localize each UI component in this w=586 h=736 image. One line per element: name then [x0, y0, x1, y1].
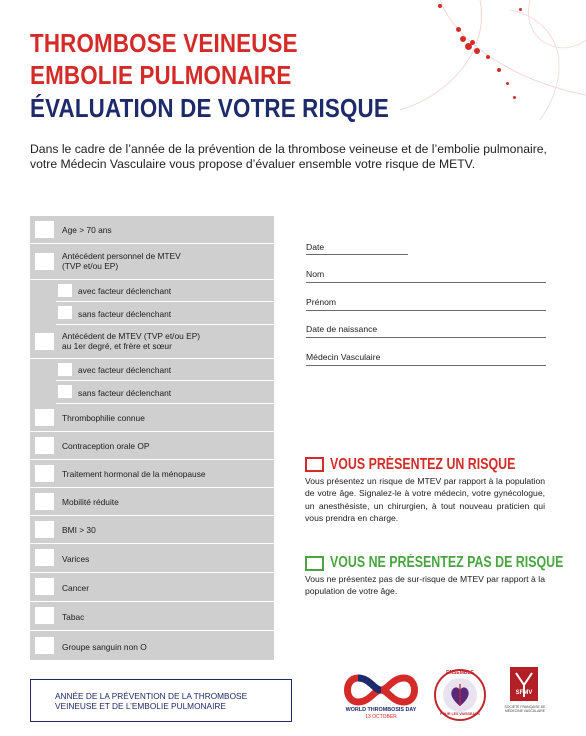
- checkbox[interactable]: [35, 521, 54, 538]
- checkbox[interactable]: [35, 253, 54, 270]
- checklist-label: Mobilité réduite: [62, 497, 119, 507]
- checklist-label: Groupe sanguin non O: [62, 642, 147, 652]
- checklist-label: avec facteur déclenchant: [78, 286, 172, 296]
- checklist-label: Thrombophilie connue: [62, 413, 145, 423]
- checkbox[interactable]: [35, 221, 54, 238]
- checklist-item[interactable]: [30, 460, 274, 488]
- no-risk-checkbox[interactable]: [305, 556, 324, 571]
- checklist-label: sans facteur déclenchant: [78, 388, 172, 398]
- decorative-dot: [470, 40, 475, 45]
- checklist-subitem[interactable]: [56, 381, 274, 404]
- checklist-label: Age > 70 ans: [62, 225, 112, 235]
- ensemble-bottom-text: POUR LES VAISSEAUX: [440, 712, 480, 716]
- checklist-label: Traitement hormonal de la ménopause: [62, 469, 206, 479]
- checklist-item[interactable]: [30, 404, 274, 432]
- checkbox[interactable]: [35, 637, 54, 654]
- checkbox[interactable]: [35, 437, 54, 454]
- checkbox[interactable]: [58, 385, 72, 398]
- checklist-label: Antécédent personnel de MTEV: [62, 251, 181, 261]
- checkbox[interactable]: [35, 578, 54, 595]
- decorative-dot: [438, 4, 442, 8]
- ensemble-vaisseaux-logo: [433, 668, 487, 722]
- title-line-3: ÉVALUATION DE VOTRE RISQUE: [30, 93, 389, 123]
- field-label-medecin: Médecin Vasculaire: [306, 352, 381, 362]
- field-label-date: Date: [306, 242, 325, 252]
- checklist-label: Antécédent de MTEV (TVP et/ou EP): [62, 331, 201, 341]
- checkbox[interactable]: [58, 363, 72, 376]
- wtd-symbol-icon: [340, 672, 422, 708]
- checklist-item[interactable]: [30, 573, 274, 602]
- checklist-subitem[interactable]: [56, 359, 274, 381]
- checklist-label: Cancer: [62, 583, 89, 593]
- decorative-dot: [456, 27, 461, 32]
- checklist-item[interactable]: [30, 488, 274, 516]
- prenom-field-line[interactable]: [306, 310, 546, 311]
- checkbox[interactable]: [35, 333, 54, 350]
- footer-line-2: VEINEUSE ET DE L’EMBOLIE PULMONAIRE: [55, 701, 226, 711]
- checklist-label: BMI > 30: [62, 525, 96, 535]
- field-label-prenom: Prénom: [306, 297, 337, 307]
- checkbox[interactable]: [35, 549, 54, 566]
- risk-factor-checklist: [30, 216, 274, 660]
- checklist-label: sans facteur déclenchant: [78, 309, 172, 319]
- decorative-dot: [519, 8, 522, 11]
- field-label-nom: Nom: [306, 269, 325, 279]
- decorative-swirl: [360, 0, 586, 130]
- medecin-field-line[interactable]: [306, 365, 546, 366]
- no-risk-text: Vous ne présentez pas de sur-risque de MTEV par rapport à la population de votre âge.: [305, 574, 545, 597]
- naissance-field-line[interactable]: [306, 337, 546, 338]
- title-line-1: THROMBOSE VEINEUSE: [30, 28, 298, 58]
- world-thrombosis-day-logo: [340, 672, 422, 722]
- decorative-dot: [486, 55, 490, 59]
- checklist-label: Varices: [62, 554, 90, 564]
- decorative-dot: [513, 96, 516, 99]
- title-line-2: EMBOLIE PULMONAIRE: [30, 60, 292, 90]
- sfmv-full-name: SOCIÉTÉ FRANÇAISE DE MÉDECINE VASCULAIRE: [504, 705, 546, 714]
- checklist-label: avec facteur déclenchant: [78, 365, 172, 375]
- intro-paragraph: Dans le cadre de l’année de la prévention de la thrombose veineuse et de l’embolie pulmonaire, votre Médecin Vasculaire vous propose d’évaluer ensemble votre risque de METV.: [30, 142, 547, 171]
- no-risk-heading: VOUS NE PRÉSENTEZ PAS DE RISQUE: [330, 554, 564, 571]
- checklist-label: au 1er degré, et frère et sœur: [62, 341, 172, 351]
- wtd-date: 13 OCTOBER: [365, 714, 397, 720]
- checklist-label: (TVP et/ou EP): [62, 261, 119, 271]
- checklist-item[interactable]: [30, 544, 274, 573]
- wtd-title: WORLD THROMBOSIS DAY: [345, 707, 417, 713]
- risk-heading: VOUS PRÉSENTEZ UN RISQUE: [330, 456, 516, 473]
- ensemble-top-text: ENSEMBLE: [446, 670, 474, 676]
- footer-banner: [30, 679, 292, 722]
- decorative-dot: [506, 82, 509, 85]
- checklist-item[interactable]: [30, 631, 274, 660]
- checklist-subitem[interactable]: [56, 302, 274, 325]
- checklist-item[interactable]: [30, 244, 274, 280]
- risk-checkbox[interactable]: [305, 457, 324, 472]
- checkbox[interactable]: [58, 284, 72, 297]
- footer-line-1: ANNÉE DE LA PRÉVENTION DE LA THROMBOSE: [55, 691, 248, 701]
- checkbox[interactable]: [35, 607, 54, 624]
- nom-field-line[interactable]: [306, 282, 546, 283]
- sfmv-logo: [498, 667, 552, 725]
- checkbox[interactable]: [35, 409, 54, 426]
- checklist-item[interactable]: [30, 516, 274, 544]
- field-label-naissance: Date de naissance: [306, 324, 378, 334]
- date-field-line[interactable]: [306, 254, 408, 255]
- decorative-dot: [460, 36, 466, 42]
- decorative-dot: [474, 48, 480, 54]
- checklist-subitem[interactable]: [56, 280, 274, 302]
- checklist-item[interactable]: [30, 325, 274, 359]
- sfmv-name: SFMV: [515, 690, 533, 696]
- decorative-dot: [497, 68, 501, 72]
- checklist-item[interactable]: [30, 602, 274, 631]
- checklist-item[interactable]: [30, 432, 274, 460]
- checklist-label: Contraception orale OP: [62, 441, 150, 451]
- checkbox[interactable]: [58, 306, 72, 319]
- checkbox[interactable]: [35, 493, 54, 510]
- checklist-item[interactable]: [30, 216, 274, 244]
- checklist-label: Tabac: [62, 612, 85, 622]
- risk-text: Vous présentez un risque de MTEV par rapport à la population de votre âge. Signalez-le à votre médecin, votre gynécologue, un anesthésiste, un chirurgien, à tout nouveau praticien qui vous prendra en charge.: [305, 476, 545, 523]
- checkbox[interactable]: [35, 465, 54, 482]
